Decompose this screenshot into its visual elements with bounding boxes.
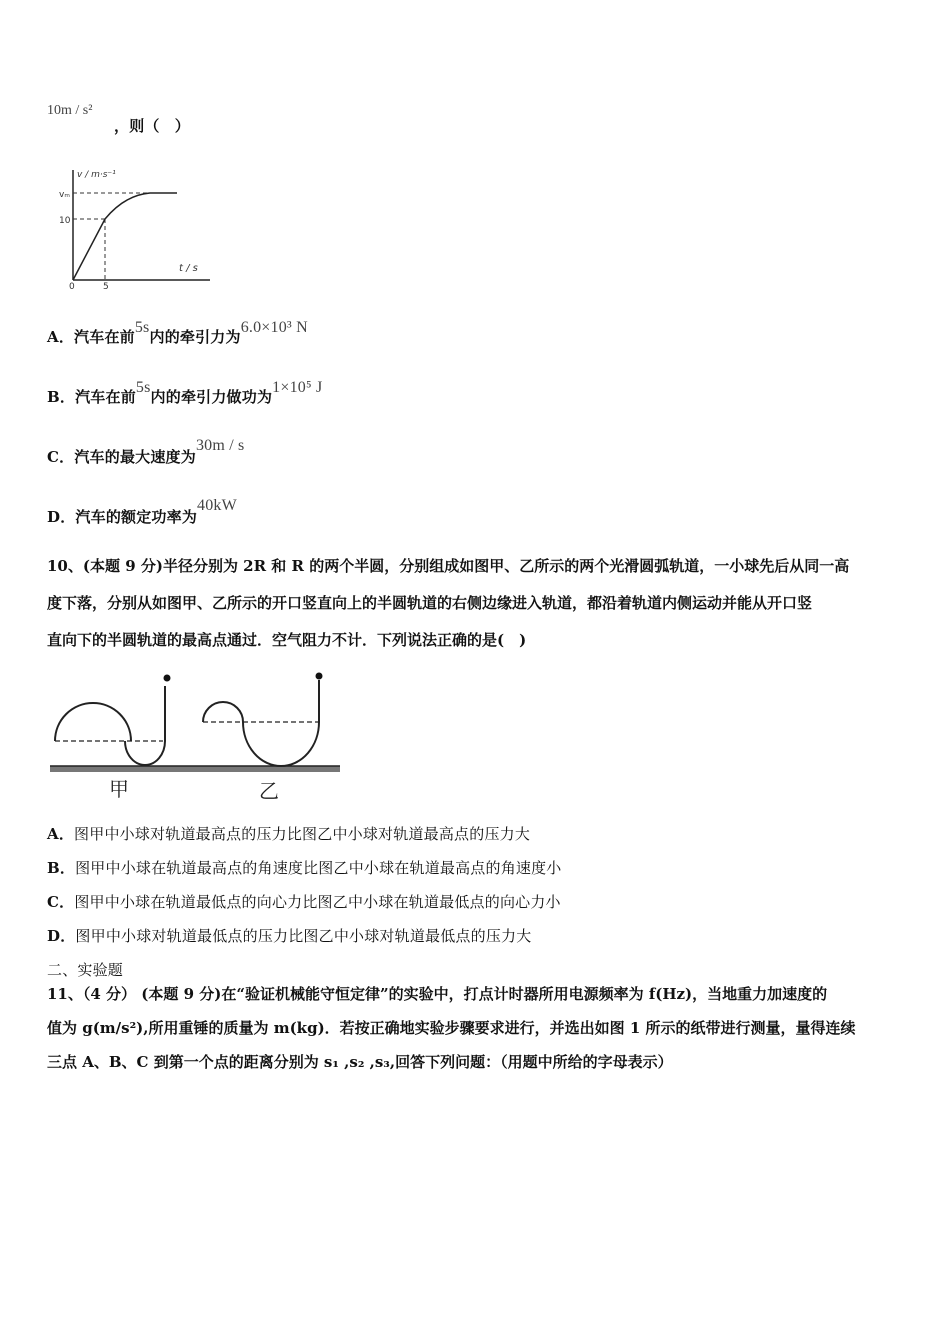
q9-option-d: D．汽车的额定功率为40kW [47, 497, 237, 526]
jia-large-upper-arc [55, 703, 131, 741]
q9-option-a: A．汽车在前5s内的牵引力为6.0×10³ N [47, 319, 308, 346]
yi-small-upper-arc [203, 702, 243, 722]
q10-line-2: 度下落，分别从如图甲、乙所示的开口竖直向上的半圆轨道的右侧边缘进入轨道，都沿着轨道内侧运动并能从开口竖 [47, 594, 813, 612]
q9-stem-math: 10m / s² [47, 103, 93, 118]
jia-small-lower-arc [125, 741, 165, 765]
fig-label-yi: 乙 [259, 779, 279, 803]
q11-line-1: 11、（4 分） (本题 9 分)在“验证机械能守恒定律”的实验中，打点计时器所用电源频率为 f(Hz)，当地重力加速度的 [47, 985, 828, 1003]
section-title: 二、实验题 [47, 961, 124, 979]
q9-stem-tail: ，则（ ） [114, 117, 191, 135]
q10-option-a: A．图甲中小球对轨道最高点的压力比图乙中小球对轨道最高点的压力大 [47, 825, 531, 843]
q10-line-1: 10、(本题 9 分)半径分别为 2R 和 R 的两个半圆，分别组成如图甲、乙所示的两个光滑圆弧轨道，一小球先后从同一高 [47, 557, 850, 575]
q11-stem [47, 977, 856, 1079]
ground [50, 766, 340, 772]
x-tick-0: 0 [69, 282, 75, 290]
q10-option-c: C．图甲中小球在轨道最低点的向心力比图乙中小球在轨道最低点的向心力小 [47, 893, 561, 911]
fig-label-jia: 甲 [109, 777, 129, 801]
velocity-time-graph [55, 165, 215, 290]
semicircle-tracks-figure [45, 668, 345, 808]
q10-option-d: D．图甲中小球对轨道最低点的压力比图乙中小球对轨道最低点的压力大 [47, 927, 532, 945]
yi-large-lower-arc [243, 722, 319, 766]
y-axis-label: v / m·s⁻¹ [77, 170, 116, 180]
y-tick-10: 10 [59, 216, 71, 226]
q10-line-3: 直向下的半圆轨道的最高点通过．空气阻力不计．下列说法正确的是( ) [47, 631, 527, 649]
x-axis-label: t / s [179, 263, 198, 274]
q9-option-c: C．汽车的最大速度为30m / s [47, 437, 245, 466]
linear-segment [73, 219, 105, 280]
jia-ball [164, 675, 171, 682]
y-tick-vm: vₘ [59, 190, 70, 200]
yi-ball [316, 673, 323, 680]
q11-line-2: 值为 g(m/s²),所用重锤的质量为 m(kg)．若按正确地实验步骤要求进行，并选出如图 1 所示的纸带进行测量，量得连续 [47, 1019, 856, 1037]
x-tick-5: 5 [103, 282, 109, 290]
q10-stem [47, 548, 849, 659]
q9-option-b: B．汽车在前5s内的牵引力做功为1×10⁵ J [47, 379, 323, 406]
curve-segment [105, 193, 177, 219]
q10-option-b: B．图甲中小球在轨道最高点的角速度比图乙中小球在轨道最高点的角速度小 [47, 859, 562, 877]
q11-line-3: 三点 A、B、C 到第一个点的距离分别为 s₁ ,s₂ ,s₃,回答下列问题：（用题中所给的字母表示） [47, 1053, 673, 1071]
